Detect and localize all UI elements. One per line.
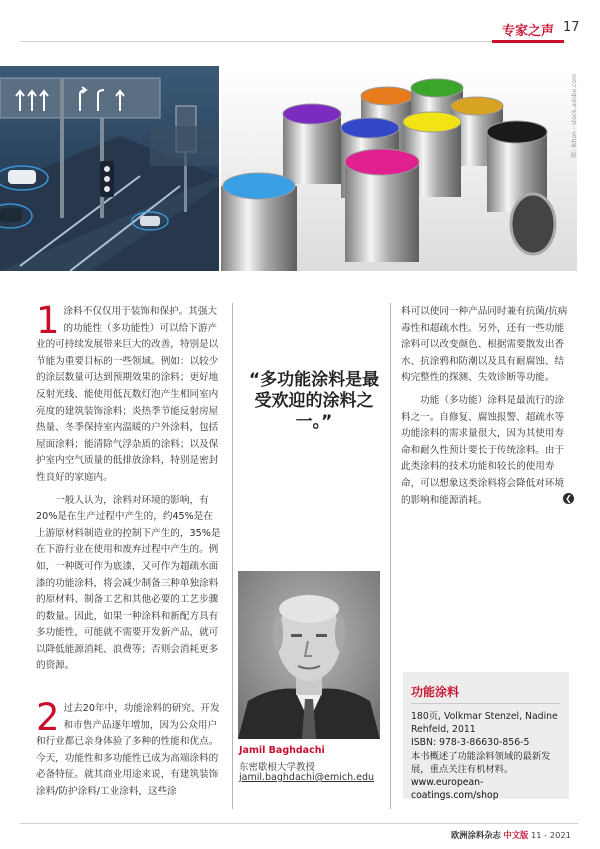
pull-quote: “多功能涂料是最受欢迎的涂料之一。”: [248, 370, 380, 432]
book-meta: 180页, Volkmar Stenzel, Nadine Rehfeld, 2011: [411, 711, 558, 736]
paragraph-5: 功能（多功能）涂料是最流行的涂料之一。自修复、腐蚀报警、超疏水等功能涂料的需求量很大，因为其使用寿命和耐久性预计要长于传统涂料。由于此类涂料的技术功能和较长的使用寿命，可以想象这类涂料将会降低对环境的影响和能源消耗。: [401, 394, 565, 506]
drop-cap-2: 2: [36, 696, 60, 740]
paragraph-1: [36, 299, 222, 487]
smart-traffic-image: [0, 66, 219, 271]
header-divider: [20, 41, 565, 42]
header-accent-bar: [492, 40, 564, 43]
column-divider-left: [232, 303, 233, 809]
book-details: [411, 710, 563, 802]
author-title: 东密歇根大学教授: [239, 762, 316, 773]
footer-edition: 中文版: [503, 830, 529, 840]
paragraph-4: 料可以使同一种产品同时兼有抗菌/抗病毒性和超疏水性。另外，还有一些功能涂料可以改变颜色、根据需要散发出香水、抗涂鸦和防潮以及具有耐腐蚀、结构完整性的探测、失效诊断等功能。: [401, 306, 568, 384]
book-title: 功能涂料: [411, 685, 460, 699]
article-column-right: [401, 304, 571, 509]
paint-cans-image: [221, 66, 577, 271]
book-shop-link[interactable]: www.european-coatings.com/shop: [411, 777, 499, 802]
footer-magazine: 欧洲涂料杂志: [451, 830, 501, 840]
page-number: 17: [563, 20, 580, 35]
drop-cap-1: 1: [36, 299, 60, 342]
footer-divider: [20, 823, 578, 824]
footer: [451, 829, 571, 841]
column-divider-right: [390, 303, 391, 809]
book-isbn: ISBN: 978-3-86630-856-5: [411, 737, 530, 749]
footer-issue: 11 - 2021: [530, 830, 571, 840]
book-description: 本书概述了功能涂料领域的最新发展，重点关注有机材料。: [411, 750, 551, 775]
paragraph-2: 一般人认为，涂料对环境的影响，有20%是在生产过程中产生的，约45%是在上游原材料制造业的控制下产生的，35%是在下游行业在使用和废弃过程中产生的。例如，一种既可作为底漆，又可作为超疏水面漆的功能涂料，将会减少制备三种单独涂料的原材料、制备工艺和其他必要的工艺步骤的数量。因此，如果一种涂料和新配方具有多功能性，可能就不需要开发新产品，就可以降低能源消耗、浪费等；否则会消耗更多的资源。: [36, 494, 221, 672]
author-name: Jamil Baghdachi: [239, 745, 325, 756]
paragraph-3-text: 过去20年中，功能涂料的研究、开发和市售产品逐年增加，因为公众用户和行业都已亲身体验了多种的性能和优点。今天，功能性和多功能性已成为高端涂料的必备特征。就其商业用途来说，有建筑装饰涂料/防护涂料/工业涂料，这些涂: [36, 703, 220, 798]
article-column-left: [36, 299, 222, 801]
author-portrait: [238, 571, 380, 739]
paragraph-3: [36, 696, 222, 801]
paragraph-1-text: 涂料不仅仅用于装饰和保护。其强大的功能性（多功能性）可以给下游产业的可持续发展带来巨大的改善，特别是以节能为重要目标的一些领域。例如：以较少的涂层数量可达到预期效果的涂料；更好地反射光线、能使用低瓦数灯泡产生相同室内亮度的建筑装饰涂料；炎热季节能反射房屋热量、冬季保持室内温暖的户外涂料，包括屋面涂料；能清除气浮杂质的涂料；以及保护室内空气质量的低排放涂料，特别是密封性良好的家庭内。: [36, 306, 219, 483]
author-email-link[interactable]: jamil.baghdachi@emich.edu: [239, 772, 375, 783]
end-of-article-icon: ❮: [563, 493, 574, 504]
section-title: 专家之声: [502, 24, 555, 39]
photo-credit: 图: Ikhon - stock.adobe.com: [571, 74, 578, 158]
book-box-divider: [411, 703, 561, 704]
